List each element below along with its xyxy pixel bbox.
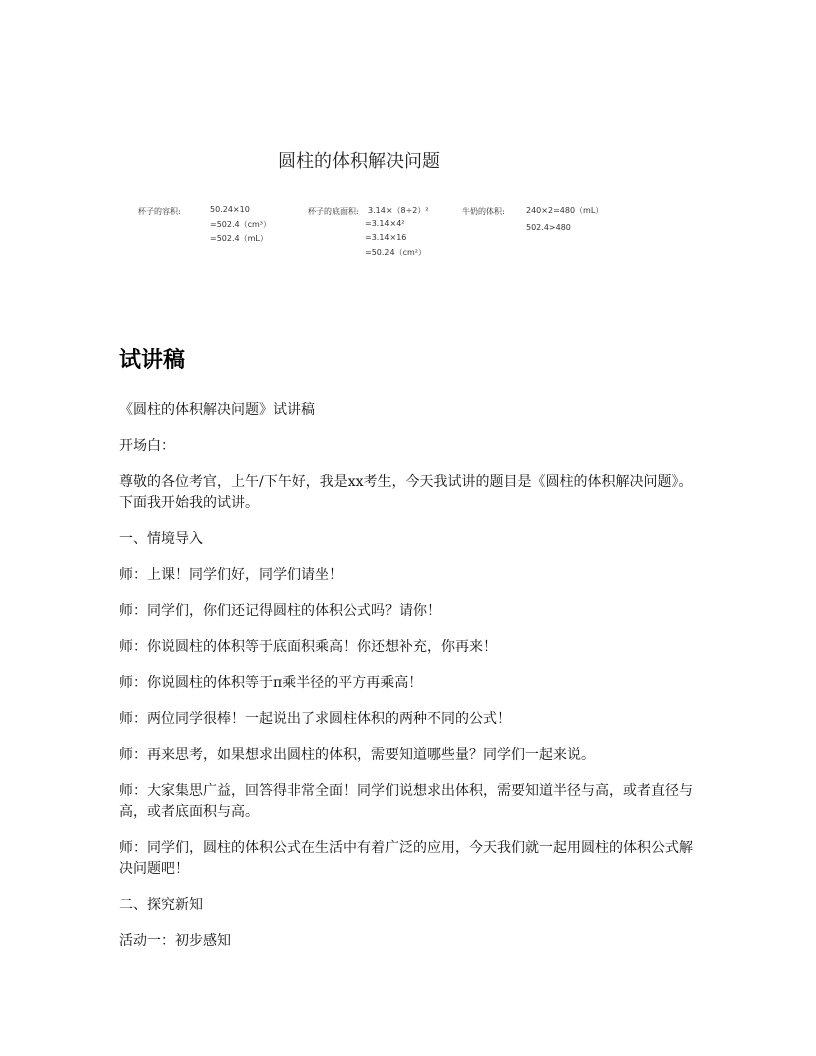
paragraph: 师：再来思考，如果想求出圆柱的体积，需要知道哪些量？同学们一起来说。 xyxy=(119,747,595,763)
paragraph: 师：同学们，你们还记得圆柱的体积公式吗？请你！ xyxy=(119,603,441,619)
calc-line: =3.14×4² xyxy=(365,219,405,228)
paragraph: 师：两位同学很棒！一起说出了求圆柱体积的两种不同的公式！ xyxy=(119,711,511,727)
calc-line: =502.4（mL） xyxy=(210,234,268,243)
paragraph: 师：上课！同学们好，同学们请坐！ xyxy=(119,567,343,583)
calc-line: 3.14×（8÷2）² xyxy=(368,206,429,215)
calc-line: 50.24×10 xyxy=(210,205,250,214)
calc-line: 502.4>480 xyxy=(526,223,571,232)
section-heading: 试讲稿 xyxy=(119,348,186,373)
calc-line: =3.14×16 xyxy=(365,233,407,242)
paragraph: 师：大家集思广益，回答得非常全面！同学们说想求出体积，需要知道半径与高，或者直径与高，或者底面积与高。 xyxy=(119,783,693,820)
calc-line: =50.24（cm²） xyxy=(365,248,427,257)
paragraph: 师：你说圆柱的体积等于π乘半径的平方再乘高！ xyxy=(119,675,423,691)
paragraph: 师：你说圆柱的体积等于底面积乘高！你还想补充，你再来！ xyxy=(119,639,497,655)
paragraph: 开场白： xyxy=(119,438,175,454)
script-body xyxy=(119,400,699,967)
paragraph: 二、探究新知 xyxy=(119,897,203,913)
paragraph: 师：同学们，圆柱的体积公式在生活中有着广泛的应用，今天我们就一起用圆柱的体积公式解决问题吧！ xyxy=(119,840,693,877)
calc-label: 牛奶的体积: xyxy=(462,207,505,216)
paragraph: 尊敬的各位考官，上午/下午好，我是xx考生，今天我试讲的题目是《圆柱的体积解决问题》。下面我开始我的试讲。 xyxy=(119,474,693,511)
board-title: 圆柱的体积解决问题 xyxy=(278,151,440,172)
paragraph: 活动一：初步感知 xyxy=(119,933,231,949)
calc-label: 杯子的容积: xyxy=(138,207,181,216)
board-calculations xyxy=(138,198,628,266)
calc-label: 杯子的底面积: xyxy=(308,207,359,216)
calc-line: =502.4（cm³） xyxy=(210,220,272,229)
paragraph: 一、情境导入 xyxy=(119,531,203,547)
paragraph-title: 《圆柱的体积解决问题》试讲稿 xyxy=(119,402,315,418)
calc-line: 240×2=480（mL） xyxy=(526,206,604,215)
